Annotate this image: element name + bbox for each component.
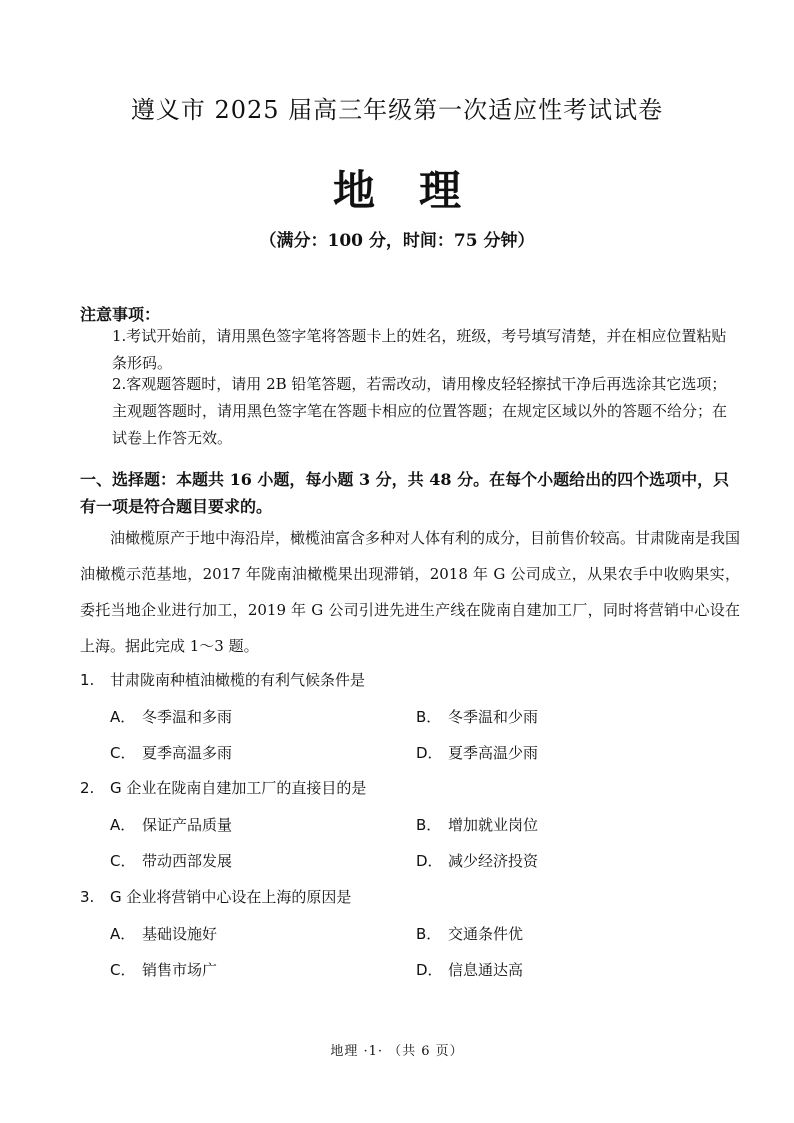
option-1a xyxy=(110,706,232,727)
notice-item: 1.考试开始前，请用黑色签字笔将答题卡上的姓名，班级，考号填写清楚，并在相应位置粘贴条形码。 xyxy=(112,327,727,372)
option-3d xyxy=(416,959,523,980)
option-letter: A． xyxy=(110,816,136,834)
option-1d xyxy=(416,742,538,763)
question-number: 1. xyxy=(80,671,95,689)
option-letter: C． xyxy=(110,744,136,762)
option-2b xyxy=(416,814,538,835)
option-letter: D． xyxy=(416,852,443,870)
option-letter: D． xyxy=(416,961,443,979)
exam-score-time: （满分：100 分，时间：75 分钟） xyxy=(259,231,535,251)
option-2a xyxy=(110,814,232,835)
question-number: 2. xyxy=(80,779,95,797)
option-1c xyxy=(110,742,232,763)
option-text: 冬季温和多雨 xyxy=(142,708,233,726)
question-3 xyxy=(80,886,351,907)
option-2c xyxy=(110,850,232,871)
option-letter: D． xyxy=(416,744,443,762)
option-3a xyxy=(110,923,217,944)
option-letter: C． xyxy=(110,961,136,979)
option-letter: A． xyxy=(110,708,136,726)
option-1b xyxy=(416,706,538,727)
reading-passage: 油橄榄原产于地中海沿岸，橄榄油富含多种对人体有利的成分，目前售价较高。甘肃陇南是我国油橄榄示范基地，2017 年陇南油橄榄果出现滞销，2018 年 G 公司成立，从果农手中收购果实，委托当地企业进行加工，2019 年 G 公司引进先进生产线在陇南自建加工厂，同时将营销中心设在上海。据此完成 1～3 题。 xyxy=(80,529,741,655)
option-3b xyxy=(416,923,523,944)
option-text: 夏季高温多雨 xyxy=(142,744,233,762)
option-text: 减少经济投资 xyxy=(448,852,539,870)
question-number: 3. xyxy=(80,888,95,906)
option-text: 基础设施好 xyxy=(142,925,218,943)
option-text: 冬季温和少雨 xyxy=(448,708,539,726)
option-letter: B． xyxy=(416,816,442,834)
subject-title: 地理 xyxy=(332,166,505,215)
question-1 xyxy=(80,669,365,690)
option-text: 信息通达高 xyxy=(448,961,524,979)
exam-title: 遵义市 2025 届高三年级第一次适应性考试试卷 xyxy=(130,96,664,124)
option-text: 销售市场广 xyxy=(142,961,218,979)
option-letter: C． xyxy=(110,852,136,870)
question-stem: G 企业在陇南自建加工厂的直接目的是 xyxy=(110,779,367,797)
question-stem: 甘肃陇南种植油橄榄的有利气候条件是 xyxy=(110,671,366,689)
option-3c xyxy=(110,959,217,980)
question-stem: G 企业将营销中心设在上海的原因是 xyxy=(110,888,352,906)
page-footer: 地理 ·1· （共 6 页） xyxy=(330,1044,464,1059)
notice-heading: 注意事项： xyxy=(80,305,161,324)
option-text: 夏季高温少雨 xyxy=(448,744,539,762)
notice-item: 2.客观题答题时，请用 2B 铅笔答题，若需改动，请用橡皮轻轻擦拭干净后再选涂其它选项；主观题答题时，请用黑色签字笔在答题卡相应的位置答题；在规定区域以外的答题不给分；在试卷上作答无效。 xyxy=(112,375,728,447)
option-text: 交通条件优 xyxy=(448,925,524,943)
option-text: 增加就业岗位 xyxy=(448,816,539,834)
section-heading: 一、选择题：本题共 16 小题，每小题 3 分，共 48 分。在每个小题给出的四个选项中，只有一项是符合题目要求的。 xyxy=(80,470,730,516)
option-letter: B． xyxy=(416,708,442,726)
question-2 xyxy=(80,777,366,798)
option-2d xyxy=(416,850,538,871)
option-text: 保证产品质量 xyxy=(142,816,233,834)
option-text: 带动西部发展 xyxy=(142,852,233,870)
option-letter: A． xyxy=(110,925,136,943)
option-letter: B． xyxy=(416,925,442,943)
